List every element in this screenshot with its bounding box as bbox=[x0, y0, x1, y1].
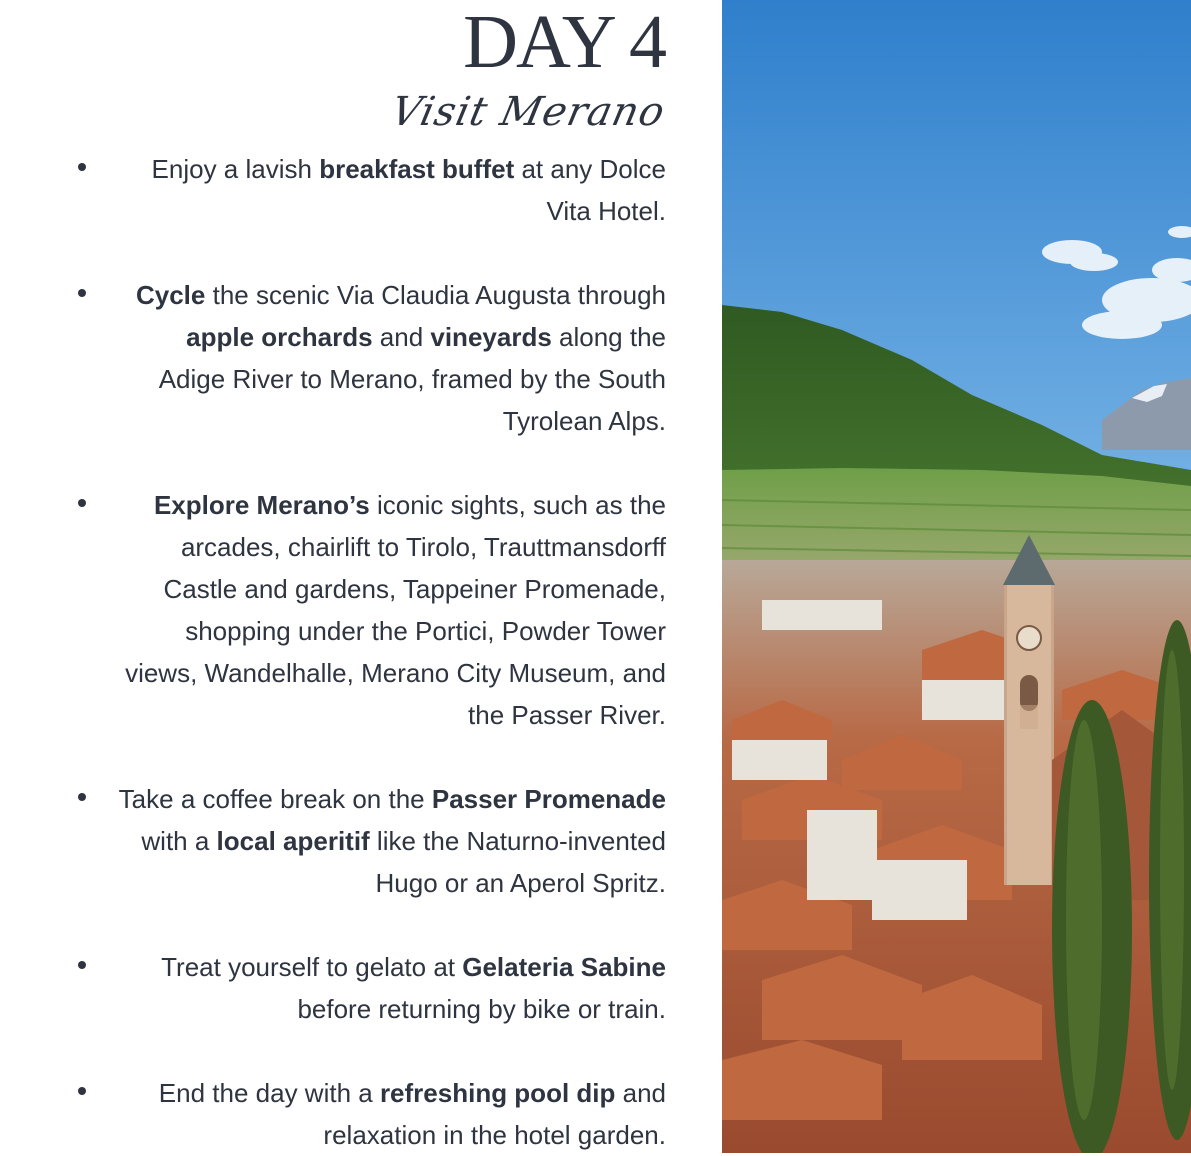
text-run: at any Dolce Vita Hotel. bbox=[514, 154, 666, 226]
text-run: Take a coffee break on the bbox=[118, 784, 432, 814]
text-run: before returning by bike or train. bbox=[297, 994, 666, 1024]
list-item bbox=[78, 484, 666, 736]
text-run: like the Naturno-invented Hugo or an Aperol Spritz. bbox=[369, 826, 666, 898]
merano-town-photo-icon bbox=[722, 0, 1191, 1153]
text-run: with a bbox=[141, 826, 217, 856]
bold-text-run: vineyards bbox=[430, 322, 552, 352]
list-item bbox=[78, 1072, 666, 1156]
bold-text-run: Passer Promenade bbox=[431, 784, 666, 814]
list-item-text bbox=[118, 1072, 666, 1156]
text-run: and bbox=[372, 322, 431, 352]
bullet-dot-icon bbox=[78, 793, 86, 801]
bullet-dot-icon bbox=[78, 1087, 86, 1095]
text-run: the scenic Via Claudia Augusta through bbox=[205, 280, 666, 310]
list-item bbox=[78, 778, 666, 904]
bold-text-run: local aperitif bbox=[216, 826, 370, 856]
text-run: Treat yourself to gelato at bbox=[161, 952, 463, 982]
bullet-dot-icon bbox=[78, 289, 86, 297]
bold-text-run: Explore Merano’s bbox=[153, 490, 370, 520]
bold-text-run: Gelateria Sabine bbox=[462, 952, 666, 982]
list-item bbox=[78, 148, 666, 232]
text-run: End the day with a bbox=[158, 1078, 380, 1108]
bold-text-run: apple orchards bbox=[186, 322, 373, 352]
text-run: along the Adige River to Merano, framed by the South Tyrolean Alps. bbox=[158, 322, 666, 436]
bold-text-run: refreshing pool dip bbox=[379, 1078, 616, 1108]
day-title: DAY 4 bbox=[463, 0, 665, 84]
list-item bbox=[78, 946, 666, 1030]
bold-text-run: breakfast buffet bbox=[319, 154, 515, 184]
bullet-dot-icon bbox=[78, 163, 86, 171]
text-run: iconic sights, such as the arcades, chairlift to Tirolo, Trauttmansdorff Castle and gardens, Tappeiner Promenade, shopping under the Portici, Powder Tower views, Wandelhalle, Merano City Museum, and the Passer River. bbox=[125, 490, 666, 730]
text-run: Enjoy a lavish bbox=[151, 154, 320, 184]
list-item bbox=[78, 274, 666, 442]
list-item-text bbox=[118, 946, 666, 1030]
list-item-text bbox=[118, 484, 666, 736]
day-subtitle: Visit Merano bbox=[387, 89, 670, 135]
bullet-dot-icon bbox=[78, 961, 86, 969]
text-run: and relaxation in the hotel garden. bbox=[323, 1078, 666, 1150]
list-item-text bbox=[118, 778, 666, 904]
bold-text-run: Cycle bbox=[135, 280, 206, 310]
list-item-text bbox=[118, 148, 666, 232]
bullet-dot-icon bbox=[78, 499, 86, 507]
list-item-text bbox=[118, 274, 666, 442]
